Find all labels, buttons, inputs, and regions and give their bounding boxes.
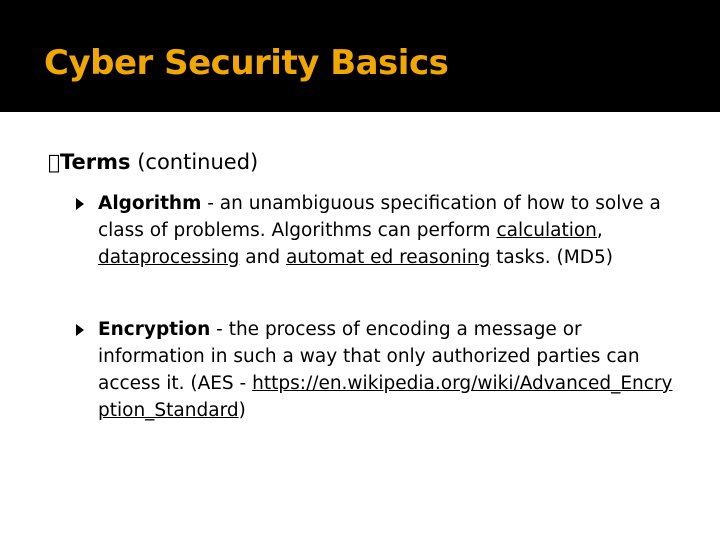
link-dataprocessing[interactable]: dataprocessing <box>98 247 240 268</box>
link-aes-wikipedia[interactable]: https://en.wikipedia.org/wiki/Advanced_Encryption_Standard <box>98 373 673 421</box>
separator-text: and <box>239 247 286 268</box>
definition-text-end: ) <box>238 400 246 421</box>
list-item-text <box>98 316 676 424</box>
heading-term: Terms <box>48 150 119 174</box>
slide-title: Cyber Security Basics <box>44 43 449 83</box>
definition-text: - the process of encoding a message or information in such a way that only authorized parties can access it. (AES - <box>98 319 640 394</box>
heading-bullet-icon <box>48 150 60 174</box>
list-item-encryption <box>76 316 676 424</box>
heading-rest: (continued) <box>118 150 247 174</box>
separator-text: , <box>596 220 603 241</box>
arrow-bullet-icon <box>76 198 84 210</box>
list-item-algorithm <box>76 190 676 271</box>
term-label: Encryption <box>98 319 211 340</box>
definition-text-end: tasks. (MD5) <box>490 247 613 268</box>
heading-bullet-line <box>48 148 258 176</box>
link-automated-reasoning[interactable]: automat ed reasoning <box>285 247 491 268</box>
arrow-bullet-icon <box>76 324 84 336</box>
term-label: Algorithm <box>98 193 202 214</box>
definition-text: - an unambiguous specification of how to solve a class of problems. Algorithms can perform <box>98 193 661 241</box>
title-bar <box>0 0 720 112</box>
list-item-text <box>98 190 676 271</box>
link-calculation[interactable]: calculation <box>496 220 597 241</box>
